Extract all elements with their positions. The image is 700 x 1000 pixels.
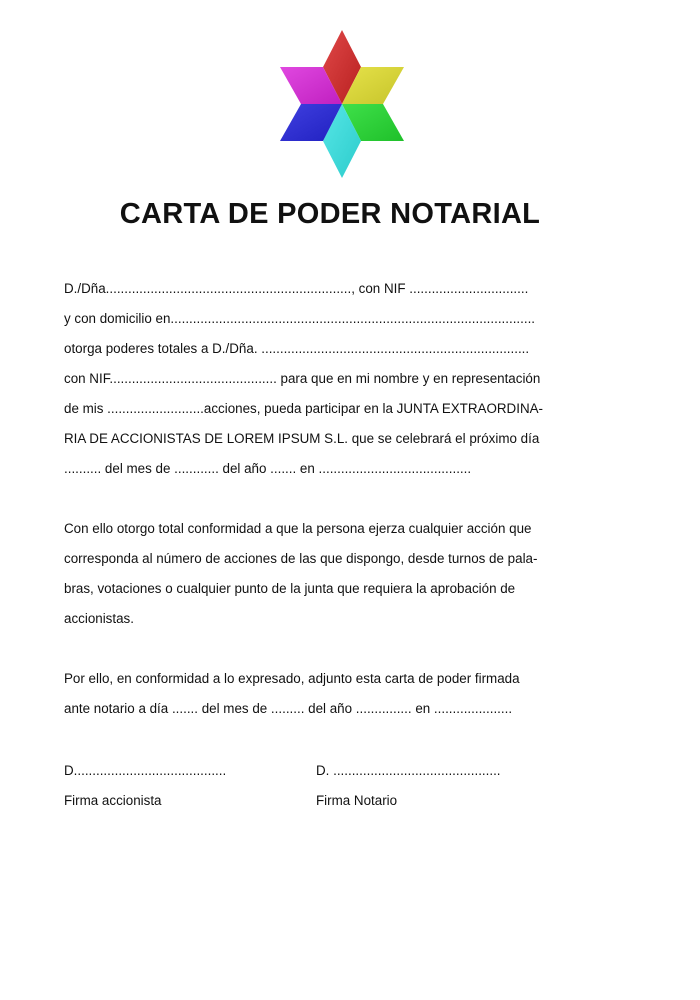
colored-star-logo <box>278 30 406 178</box>
document-title: CARTA DE PODER NOTARIAL <box>119 198 541 230</box>
text-line: .......... del mes de ............ del año ....... en ......................................... <box>64 461 472 476</box>
signature-line: D. ............................................. <box>316 763 501 778</box>
text-line: accionistas. <box>64 611 134 626</box>
text-line: RIA DE ACCIONISTAS DE LOREM IPSUM S.L. que se celebrará el próximo día <box>64 431 540 446</box>
signature-line: D......................................... <box>64 763 227 778</box>
signature-label: Firma accionista <box>64 793 162 808</box>
signature-block-shareholder <box>64 756 304 816</box>
text-line: bras, votaciones o cualquier punto de la junta que requiera la aprobación de <box>64 581 516 596</box>
text-line: con NIF............................................. para que en mi nombre y en representación <box>64 371 541 386</box>
text-line: D./Dña.................................................................., con NIF ................................ <box>64 281 529 296</box>
text-line: Por ello, en conformidad a lo expresado, adjunto esta carta de poder firmada <box>64 671 520 686</box>
text-line: Con ello otorgo total conformidad a que la persona ejerza cualquier acción que <box>64 521 532 536</box>
text-line: de mis ..........................acciones, pueda participar en la JUNTA EXTRAORDINA- <box>64 401 544 416</box>
signature-label: Firma Notario <box>316 793 398 808</box>
text-line: y con domicilio en.................................................................................................. <box>64 311 536 326</box>
paragraph-3 <box>64 664 624 724</box>
signature-block-notary <box>316 756 556 816</box>
paragraph-2 <box>64 514 624 634</box>
text-line: ante notario a día ....... del mes de ......... del año ............... en ..................... <box>64 701 513 716</box>
paragraph-1 <box>64 274 624 484</box>
text-line: otorga poderes totales a D./Dña. ........................................................................ <box>64 341 530 356</box>
text-line: corresponda al número de acciones de las que dispongo, desde turnos de pala- <box>64 551 538 566</box>
